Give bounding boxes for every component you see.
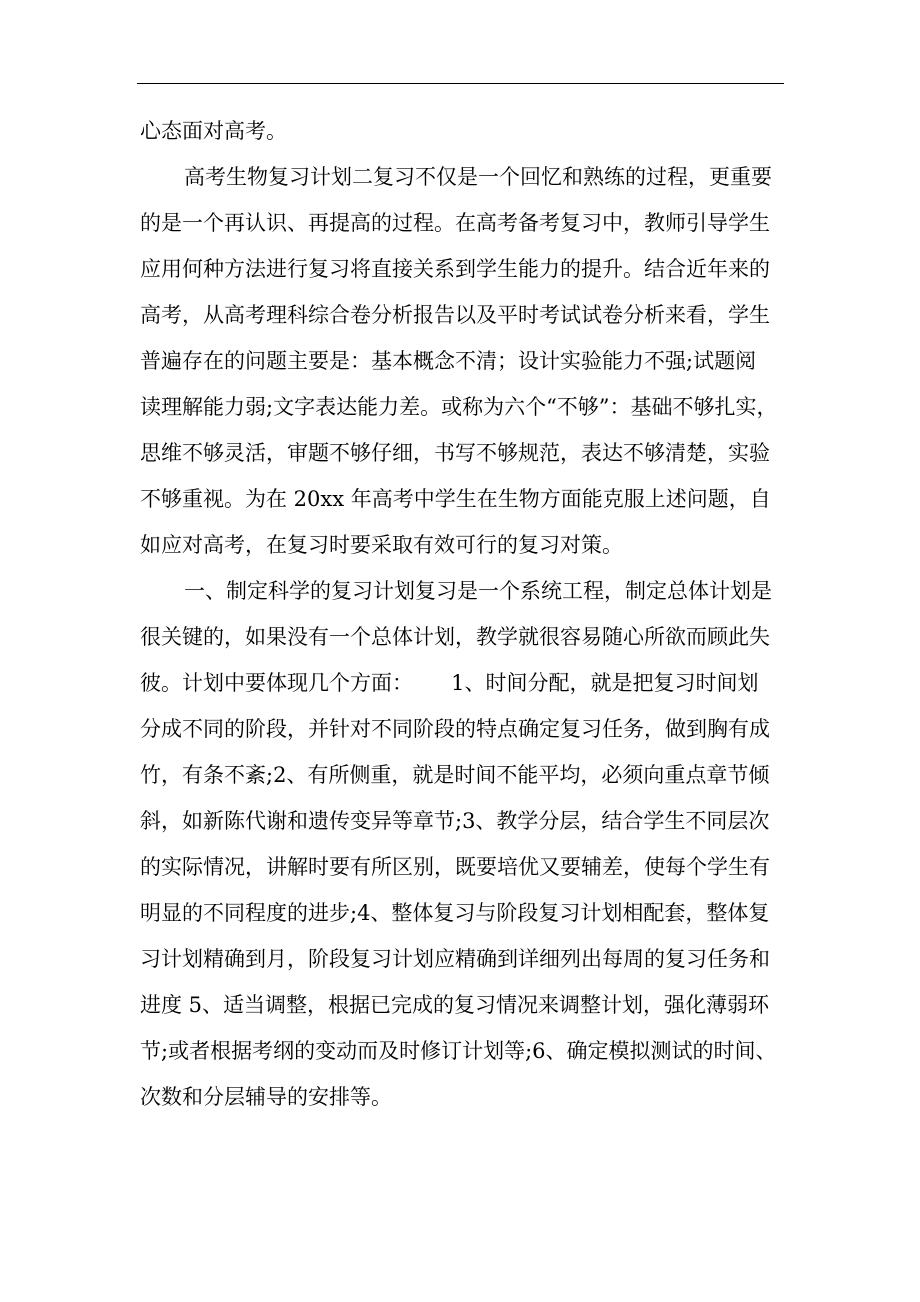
text-line: 彼。计划中要体现几个方面： 1、时间分配，就是把复习时间划: [140, 671, 759, 695]
text-line: 如应对高考，在复习时要采取有效可行的复习对策。: [140, 533, 623, 557]
text-line: 竹，有条不紊;2、有所侧重，就是时间不能平均，必须向重点章节倾: [140, 763, 770, 787]
text-line: 应用何种方法进行复习将直接关系到学生能力的提升。结合近年来的: [140, 257, 770, 281]
text-line: 次数和分层辅导的安排等。: [140, 1085, 392, 1109]
text-line: 的实际情况，讲解时要有所区别，既要培优又要辅差，使每个学生有: [140, 855, 770, 879]
text-line: 很关键的，如果没有一个总体计划，教学就很容易随心所欲而顾此失: [140, 625, 770, 649]
text-line: 明显的不同程度的进步;4、整体复习与阶段复习计划相配套，整体复: [140, 901, 770, 925]
text-line: 心态面对高考。: [140, 119, 287, 143]
text-line: 斜，如新陈代谢和遗传变异等章节;3、教学分层，结合学生不同层次: [140, 809, 770, 833]
paragraph-start-line: 高考生物复习计划二复习不仅是一个回忆和熟练的过程，更重要: [184, 165, 772, 189]
text-line: 普遍存在的问题主要是：基本概念不清；设计实验能力不强;试题阅: [140, 349, 757, 373]
paragraph-start-line: 一、制定科学的复习计划复习是一个系统工程，制定总体计划是: [184, 579, 772, 603]
text-line: 进度 5、适当调整，根据已完成的复习情况来调整计划，强化薄弱环: [140, 993, 770, 1017]
text-line: 读理解能力弱;文字表达能力差。或称为六个“不够”：基础不够扎实，: [140, 395, 778, 419]
text-line: 分成不同的阶段，并针对不同阶段的特点确定复习任务，做到胸有成: [140, 717, 770, 741]
header-rule: [137, 83, 784, 84]
text-line: 节;或者根据考纲的变动而及时修订计划等;6、确定模拟测试的时间、: [140, 1039, 777, 1063]
text-line: 思维不够灵活，审题不够仔细，书写不够规范，表达不够清楚，实验: [140, 441, 770, 465]
text-line: 的是一个再认识、再提高的过程。在高考备考复习中，教师引导学生: [140, 211, 770, 235]
text-line: 习计划精确到月，阶段复习计划应精确到详细列出每周的复习任务和: [140, 947, 770, 971]
text-line: 高考，从高考理科综合卷分析报告以及平时考试试卷分析来看，学生: [140, 303, 770, 327]
text-line: 不够重视。为在 20xx 年高考中学生在生物方面能克服上述问题，自: [140, 487, 771, 511]
